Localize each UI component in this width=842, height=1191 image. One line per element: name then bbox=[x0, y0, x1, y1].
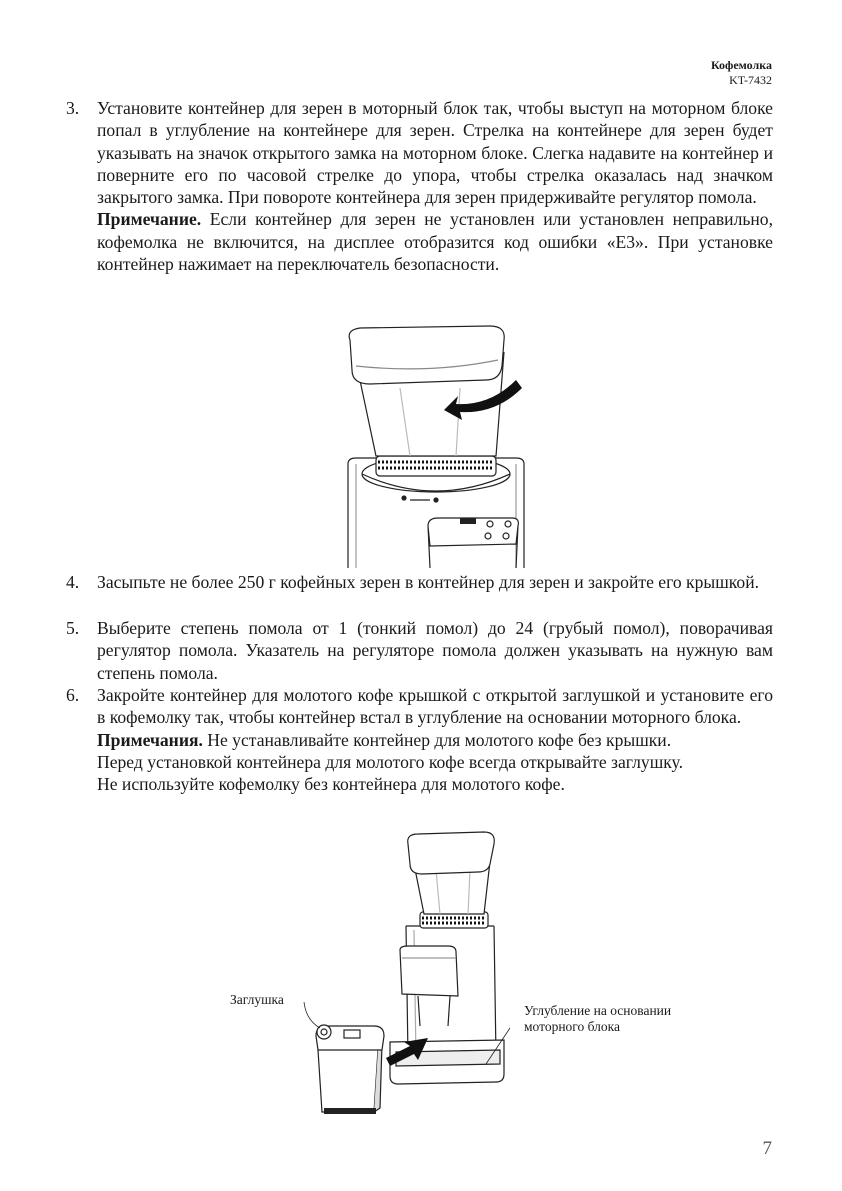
callout-plug bbox=[230, 992, 284, 1008]
note-line: Не используйте кофемолку без контейнера для молотого кофе. bbox=[97, 774, 565, 795]
step-text: Засыпьте не более 250 г кофейных зерен в контейнер для зерен и закройте его крышкой. bbox=[97, 572, 760, 592]
grounds-container bbox=[318, 1050, 378, 1112]
step-text: Установите контейнер для зерен в моторный блок так, чтобы выступ на моторном блоке попал в углубление на контейнере для зерен. Стрелка на контейнере для зерен будет указывать на значок открытого замка на моторном блоке. Слегка надавите на контейнер и поверните его по часовой стрелке до упора, чтобы стрелка оказалась над значком закрытого замка. При повороте контейнера для зерен придерживайте регулятор помола. bbox=[97, 98, 773, 208]
step-number: 3. bbox=[66, 98, 80, 118]
step-note bbox=[97, 208, 773, 275]
callout-recess-line1: Углубление на основании bbox=[524, 1003, 672, 1018]
note-text: Если контейнер для зерен не установлен или установлен неправильно, кофемолка не включится, на дисплее отобразится код ошибки «E3». При установке контейнер нажимает на переключатель безопасности. bbox=[97, 209, 773, 275]
step-number: 4. bbox=[66, 572, 80, 592]
step-3 bbox=[66, 97, 773, 275]
step-note bbox=[97, 729, 773, 751]
note-text: Не устанавливайте контейнер для молотого кофе без крышки. bbox=[202, 729, 672, 750]
step-text: Выберите степень помола от 1 (тонкий помол) до 24 (грубый помол), поворачивая регулятор помола. Указатель на регуляторе помола должен указывать на нужную вам степень помола. bbox=[97, 618, 773, 683]
figure-bean-container-install bbox=[340, 322, 530, 568]
note-label: Примечание. bbox=[97, 209, 202, 230]
display-unit bbox=[400, 946, 458, 996]
step-6 bbox=[66, 684, 773, 795]
figure-grounds-container-install bbox=[290, 830, 510, 1120]
callout-recess bbox=[524, 1003, 671, 1035]
callout-plug-label: Заглушка bbox=[230, 992, 284, 1007]
callout-recess-line2: моторного блока bbox=[524, 1019, 621, 1034]
step-5 bbox=[66, 617, 773, 684]
step-number: 5. bbox=[66, 618, 80, 638]
running-header bbox=[711, 58, 772, 88]
header-model: KT-7432 bbox=[729, 73, 772, 87]
step-4 bbox=[66, 571, 773, 593]
step-text: Закройте контейнер для молотого кофе крышкой с открытой заглушкой и установите его в кофемолку так, чтобы контейнер встал в углубление на основании моторного блока. bbox=[97, 685, 773, 728]
header-title: Кофемолка bbox=[710, 58, 772, 72]
step-number: 6. bbox=[66, 685, 80, 705]
hopper-lid bbox=[408, 832, 495, 874]
note-label: Примечания. bbox=[97, 729, 203, 750]
hopper-lid bbox=[349, 326, 504, 384]
note-line: Перед установкой контейнера для молотого кофе всегда открывайте заглушку. bbox=[97, 751, 683, 772]
page-number: 7 bbox=[762, 1138, 772, 1159]
